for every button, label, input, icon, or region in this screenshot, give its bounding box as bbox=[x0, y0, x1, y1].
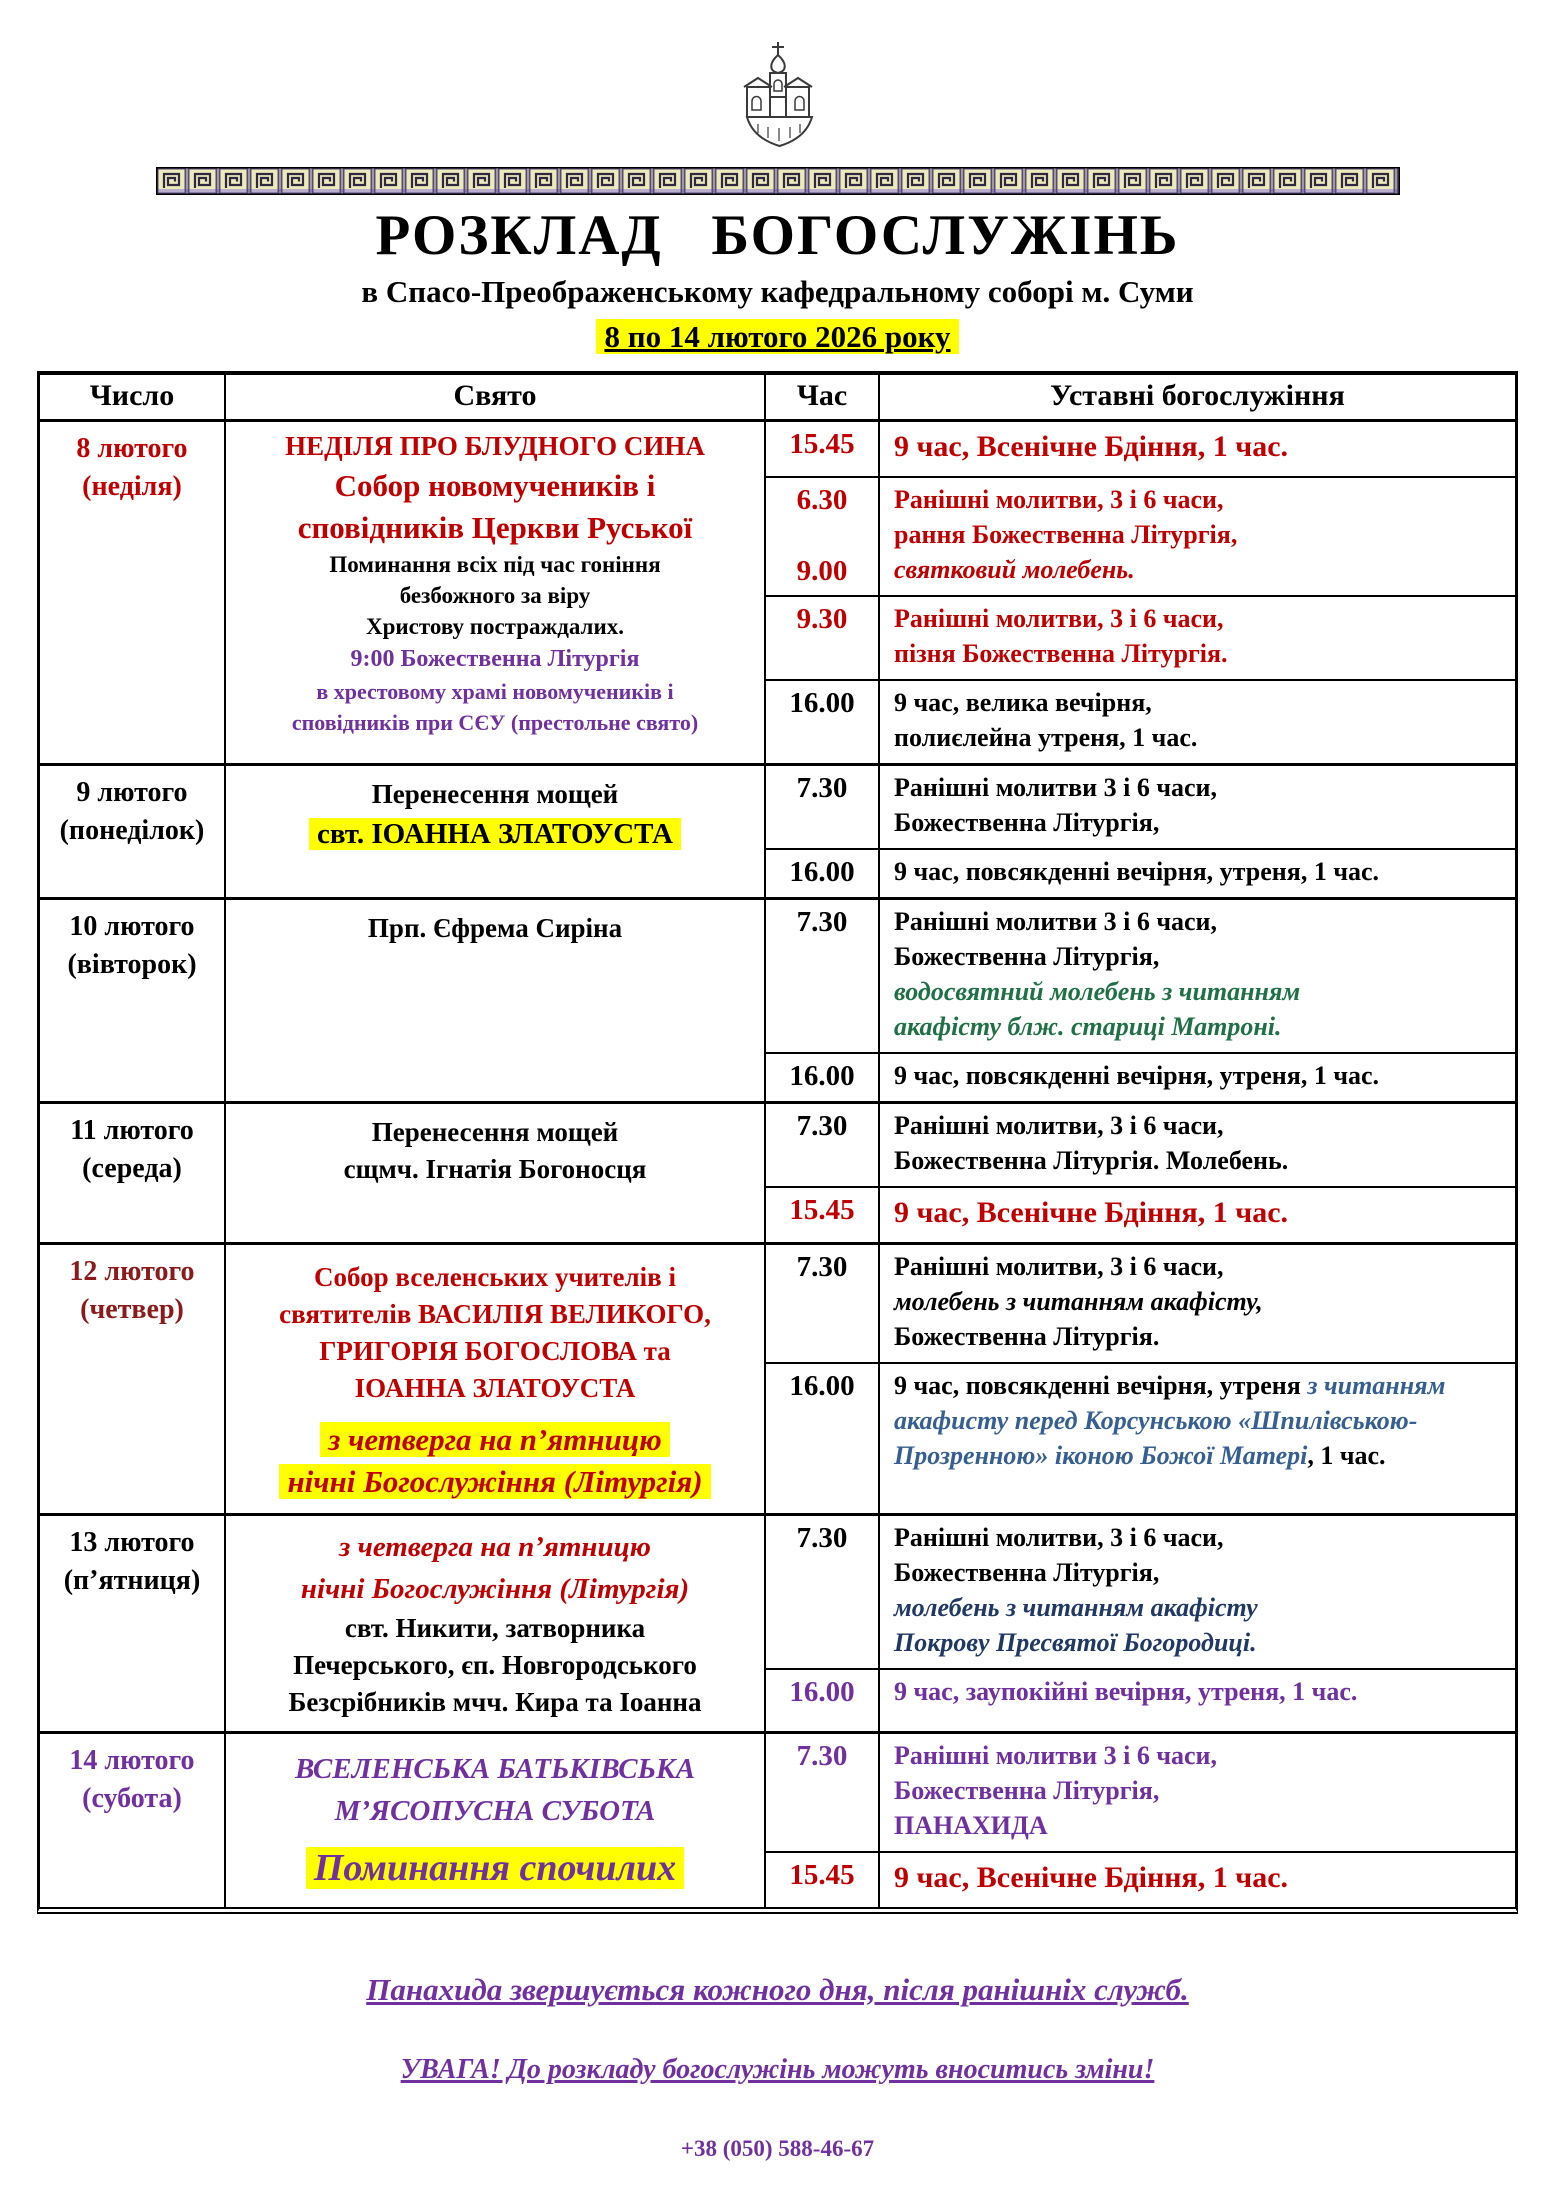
feast-line: святителів ВАСИЛІЯ ВЕЛИКОГО, bbox=[279, 1299, 711, 1329]
feast-cell bbox=[226, 900, 766, 1101]
feast-cell bbox=[226, 1104, 766, 1242]
feast-line bbox=[234, 1419, 756, 1461]
time-cell: 7.30 bbox=[766, 1516, 880, 1668]
service-line bbox=[894, 1368, 1505, 1473]
service-row bbox=[766, 679, 1515, 763]
service-line: Ранішні молитви, 3 і 6 часи, bbox=[894, 1252, 1224, 1281]
time-value: 6.30 bbox=[796, 484, 848, 516]
time-cell: 7.30 bbox=[766, 1734, 880, 1851]
services-column bbox=[766, 422, 1515, 763]
service-line: Божественна Літургія. bbox=[894, 1322, 1160, 1351]
service-cell bbox=[880, 766, 1515, 848]
feast-cell bbox=[226, 1245, 766, 1513]
feast-line: М’ЯСОПУСНА СУБОТА bbox=[334, 1795, 656, 1827]
day-row-feb14 bbox=[40, 1731, 1515, 1907]
service-row bbox=[766, 900, 1515, 1052]
feast-line bbox=[234, 1461, 756, 1503]
feast-line: сповідників Церкви Руської bbox=[297, 510, 693, 545]
time-cell: 7.30 bbox=[766, 1104, 880, 1186]
date-cell bbox=[40, 1245, 226, 1513]
day-row-feb12 bbox=[40, 1242, 1515, 1513]
feast-highlight: з четверга на п’ятницю bbox=[320, 1422, 669, 1457]
date-cell bbox=[40, 900, 226, 1101]
feast-line: Печерського, єп. Новгородського bbox=[293, 1650, 697, 1680]
date-range-badge: 8 по 14 лютого 2026 року bbox=[596, 319, 958, 354]
feast-line: ВСЕЛЕНСЬКА БАТЬКІВСЬКА bbox=[294, 1753, 696, 1785]
day-date: 9 лютого bbox=[76, 777, 188, 808]
feast-line: Поминання всіх під час гоніння bbox=[329, 552, 661, 577]
time-cell: 15.45 bbox=[766, 1853, 880, 1907]
phone-number: +38 (050) 588-46-67 bbox=[680, 2136, 875, 2161]
day-weekday: (неділя) bbox=[82, 471, 182, 502]
services-column bbox=[766, 766, 1515, 897]
service-row bbox=[766, 1052, 1515, 1101]
day-weekday: (п’ятниця) bbox=[63, 1565, 201, 1596]
feast-cell bbox=[226, 422, 766, 763]
service-line: ПАНАХИДА bbox=[894, 1811, 1048, 1840]
feast-line: 9:00 Божественна Літургія bbox=[350, 646, 640, 672]
time-value: 9.00 bbox=[796, 555, 848, 587]
service-line: акафісту блж. стариці Матроні. bbox=[894, 1012, 1282, 1041]
service-cell bbox=[880, 850, 1515, 897]
date-cell bbox=[40, 766, 226, 897]
service-line: пізня Божественна Літургія. bbox=[894, 639, 1228, 668]
time-cell: 9.30 bbox=[766, 597, 880, 679]
service-line: рання Божественна Літургія, bbox=[894, 520, 1238, 549]
service-row bbox=[766, 1104, 1515, 1186]
date-range-row bbox=[0, 317, 1555, 357]
service-line: Божественна Літургія, bbox=[894, 942, 1160, 971]
services-column bbox=[766, 1104, 1515, 1242]
column-header-time: Час bbox=[766, 375, 880, 419]
day-row-feb9 bbox=[40, 763, 1515, 897]
feast-line bbox=[234, 1840, 756, 1896]
service-line: 9 час, заупокійні вечірня, утреня, 1 час. bbox=[894, 1677, 1358, 1706]
feast-line: Собор вселенських учителів і bbox=[314, 1262, 676, 1292]
service-line: 9 час, Всенічне Бдіння, 1 час. bbox=[894, 1196, 1289, 1229]
time-cell: 7.30 bbox=[766, 766, 880, 848]
services-column bbox=[766, 1516, 1515, 1731]
feast-line: Перенесення мощей bbox=[371, 1117, 619, 1147]
feast-line: Собор новомучеників і bbox=[334, 468, 656, 503]
feast-highlight: нічні Богослужіння (Літургія) bbox=[279, 1464, 710, 1499]
service-cell bbox=[880, 681, 1515, 763]
service-row bbox=[766, 1516, 1515, 1668]
service-row bbox=[766, 1362, 1515, 1513]
feast-line: свт. Никити, затворника bbox=[344, 1613, 646, 1643]
day-date: 14 лютого bbox=[69, 1745, 195, 1776]
service-cell bbox=[880, 1188, 1515, 1242]
date-cell bbox=[40, 422, 226, 763]
service-line: 9 час, Всенічне Бдіння, 1 час. bbox=[894, 1861, 1289, 1894]
service-line: Ранішні молитви, 3 і 6 часи, bbox=[894, 1111, 1224, 1140]
service-line: 9 час, повсякденні вечірня, утреня, 1 час. bbox=[894, 857, 1380, 886]
time-cell: 16.00 bbox=[766, 1364, 880, 1513]
service-cell bbox=[880, 1734, 1515, 1851]
feast-line bbox=[234, 813, 756, 855]
service-line: Ранішні молитви 3 і 6 часи, bbox=[894, 773, 1218, 802]
service-cell bbox=[880, 1245, 1515, 1362]
service-line: 9 час, повсякденні вечірня, утреня, 1 час. bbox=[894, 1061, 1380, 1090]
service-cell bbox=[880, 1853, 1515, 1907]
feast-cell bbox=[226, 1516, 766, 1731]
feast-line: Христову постраждалих. bbox=[366, 614, 624, 639]
service-row bbox=[766, 1851, 1515, 1907]
feast-cell bbox=[226, 766, 766, 897]
service-row bbox=[766, 766, 1515, 848]
feast-cell bbox=[226, 1734, 766, 1907]
day-weekday: (понеділок) bbox=[59, 815, 205, 846]
service-row bbox=[766, 476, 1515, 595]
feast-line: Перенесення мощей bbox=[371, 779, 619, 809]
time-cell: 16.00 bbox=[766, 1670, 880, 1731]
day-weekday: (середа) bbox=[82, 1153, 182, 1184]
service-cell bbox=[880, 422, 1515, 476]
service-line: Покрову Пресвятої Богородиці. bbox=[894, 1628, 1257, 1657]
service-line: святковий молебень. bbox=[894, 555, 1135, 584]
service-line: Божественна Літургія, bbox=[894, 808, 1160, 837]
day-date: 11 лютого bbox=[70, 1115, 194, 1146]
day-date: 12 лютого bbox=[69, 1256, 195, 1287]
header-logo-area bbox=[0, 0, 1555, 153]
service-row bbox=[766, 1668, 1515, 1731]
service-row bbox=[766, 422, 1515, 476]
date-cell bbox=[40, 1734, 226, 1907]
service-row bbox=[766, 848, 1515, 897]
table-header-row bbox=[40, 375, 1515, 419]
feast-line: з четверга на п’ятницю bbox=[339, 1531, 651, 1563]
day-row-feb13 bbox=[40, 1513, 1515, 1731]
service-line: Божественна Літургія, bbox=[894, 1558, 1160, 1587]
service-row bbox=[766, 1186, 1515, 1242]
day-date: 8 лютого bbox=[76, 433, 188, 464]
feast-line: в хрестовому храмі новомучеників і bbox=[316, 679, 674, 704]
service-line: водосвятний молебень з читанням bbox=[894, 977, 1301, 1006]
service-line: молебень з читанням акафісту, bbox=[894, 1287, 1263, 1316]
page-subtitle: в Спасо-Преображенському кафедральному соборі м. Суми bbox=[361, 274, 1194, 309]
service-cell bbox=[880, 1054, 1515, 1101]
feast-line: сповідників при СЄУ (престольне свято) bbox=[291, 710, 699, 735]
time-cell: 16.00 bbox=[766, 681, 880, 763]
feast-line: безбожного за віру bbox=[399, 583, 591, 608]
schedule-table bbox=[37, 371, 1518, 1914]
service-text-akathist: з читанням акафисту перед Корсунською «Шпилівською-Прозренною» іконою Божої Матері bbox=[894, 1371, 1446, 1470]
footer-note-warning: УВАГА! До розкладу богослужінь можуть вноситись зміни! bbox=[400, 2054, 1155, 2085]
church-emblem-icon bbox=[728, 40, 828, 153]
feast-line: ІОАННА ЗЛАТОУСТА bbox=[354, 1373, 636, 1403]
service-line: полиєлейна утреня, 1 час. bbox=[894, 723, 1198, 752]
date-cell bbox=[40, 1104, 226, 1242]
service-cell bbox=[880, 1104, 1515, 1186]
time-cell: 7.30 bbox=[766, 1245, 880, 1362]
day-weekday: (субота) bbox=[82, 1783, 182, 1814]
day-date: 13 лютого bbox=[69, 1527, 195, 1558]
service-line: Ранішні молитви 3 і 6 часи, bbox=[894, 1741, 1218, 1770]
service-cell bbox=[880, 478, 1515, 595]
service-cell bbox=[880, 1364, 1515, 1513]
page-title: РОЗКЛАД БОГОСЛУЖІНЬ bbox=[375, 204, 1180, 267]
service-line: Божественна Літургія, bbox=[894, 1776, 1160, 1805]
service-line: молебень з читанням акафісту bbox=[894, 1593, 1258, 1622]
time-cell: 15.45 bbox=[766, 422, 880, 476]
service-row bbox=[766, 1245, 1515, 1362]
service-row bbox=[766, 595, 1515, 679]
column-header-services: Уставні богослужіння bbox=[1050, 379, 1345, 412]
service-line: Ранішні молитви, 3 і 6 часи, bbox=[894, 485, 1224, 514]
services-column bbox=[766, 900, 1515, 1101]
service-line: Ранішні молитви, 3 і 6 часи, bbox=[894, 604, 1224, 633]
time-cell: 7.30 bbox=[766, 900, 880, 1052]
service-line: Ранішні молитви 3 і 6 часи, bbox=[894, 907, 1218, 936]
service-cell bbox=[880, 1670, 1515, 1731]
service-line: 9 час, велика вечірня, bbox=[894, 688, 1152, 717]
service-row bbox=[766, 1734, 1515, 1851]
service-text: 9 час, повсякденні вечірня, утреня bbox=[894, 1371, 1308, 1400]
service-line: Ранішні молитви, 3 і 6 часи, bbox=[894, 1523, 1224, 1552]
column-header-feast: Свято bbox=[226, 375, 766, 419]
date-cell bbox=[40, 1516, 226, 1731]
day-date: 10 лютого bbox=[69, 911, 195, 942]
service-cell bbox=[880, 597, 1515, 679]
day-weekday: (вівторок) bbox=[67, 949, 197, 980]
feast-highlight: Поминання спочилих bbox=[306, 1847, 684, 1889]
time-cell bbox=[766, 478, 880, 595]
service-line: 9 час, Всенічне Бдіння, 1 час. bbox=[894, 430, 1289, 463]
footer-note-panakhyda: Панахида звершується кожного дня, після ранішніх служб. bbox=[366, 1972, 1189, 2007]
feast-line: нічні Богослужіння (Літургія) bbox=[300, 1573, 690, 1605]
feast-line: НЕДІЛЯ ПРО БЛУДНОГО СИНА bbox=[285, 431, 705, 461]
time-cell: 16.00 bbox=[766, 850, 880, 897]
services-column bbox=[766, 1734, 1515, 1907]
day-weekday: (четвер) bbox=[80, 1294, 184, 1325]
feast-line: Прп. Єфрема Сиріна bbox=[367, 913, 623, 943]
feast-line: ГРИГОРІЯ БОГОСЛОВА та bbox=[319, 1336, 671, 1366]
day-row-feb10 bbox=[40, 897, 1515, 1101]
feast-line: сщмч. Ігнатія Богоносця bbox=[343, 1154, 647, 1184]
service-cell bbox=[880, 900, 1515, 1052]
day-row-feb11 bbox=[40, 1101, 1515, 1242]
service-cell bbox=[880, 1516, 1515, 1668]
feast-line: Безсрібників мчч. Кира та Іоанна bbox=[288, 1687, 702, 1717]
day-row-feb8 bbox=[40, 419, 1515, 763]
service-text: , 1 час. bbox=[1307, 1441, 1386, 1470]
service-line: Божественна Літургія. Молебень. bbox=[894, 1146, 1289, 1175]
feast-highlight: свт. ІОАННА ЗЛАТОУСТА bbox=[309, 818, 681, 850]
services-column bbox=[766, 1245, 1515, 1513]
time-cell: 16.00 bbox=[766, 1054, 880, 1101]
column-header-date: Число bbox=[40, 375, 226, 419]
meander-border bbox=[156, 167, 1400, 195]
time-cell: 15.45 bbox=[766, 1188, 880, 1242]
